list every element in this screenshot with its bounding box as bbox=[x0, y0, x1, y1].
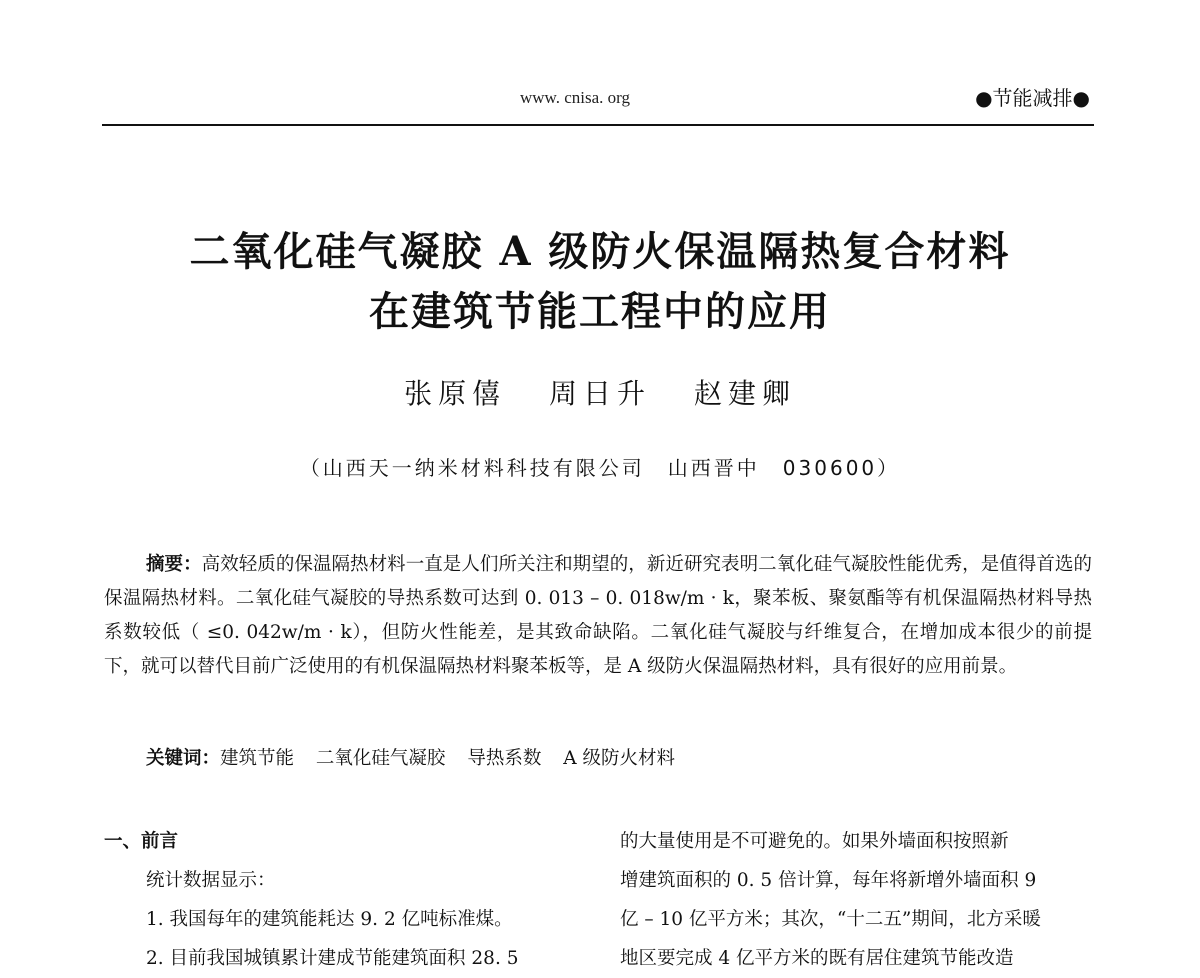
abstract-label: 摘要： bbox=[146, 554, 202, 575]
section-heading: 一、前言 bbox=[104, 831, 179, 852]
header-section-label: ●节能减排● bbox=[975, 86, 1090, 110]
list-item: 1. 我国每年的建筑能耗达 9. 2 亿吨标准煤。 bbox=[146, 909, 513, 930]
article-title-line2: 在建筑节能工程中的应用 bbox=[369, 288, 831, 335]
text-line: 增建筑面积的 0. 5 倍计算，每年将新增外墙面积 9 bbox=[620, 870, 1037, 891]
list-item: 2. 目前我国城镇累计建成节能建筑面积 28. 5 bbox=[146, 948, 519, 969]
keyword: A 级防火材料 bbox=[563, 748, 675, 769]
abstract-text: 高效轻质的保温隔热材料一直是人们所关注和期望的，新近研究表明二氧化硅气凝胶性能优秀，是值得首选的保温隔热材料。二氧化硅气凝胶的导热系数可达到 0. 013 – 0. 018w/m · k，聚苯板、聚氨酯等有机保温隔热材料导热系数较低（ ≤0. 042w/m · k），但防火性能差，是其致命缺陷。二氧化硅气凝胶与纤维复合，在增加成本很少的前提下，就可以替代目前广泛使用的有机保温隔热材料聚苯板等，是 A 级防火保温隔热材料，具有很好的应用前景。 bbox=[104, 554, 1092, 677]
keywords-label: 关键词： bbox=[146, 748, 221, 769]
article-title-line1: 二氧化硅气凝胶 A 级防火保温隔热复合材料 bbox=[189, 228, 1011, 275]
body-left-column bbox=[104, 822, 584, 978]
affiliation: （山西天一纳米材料科技有限公司 山西晋中 030600） bbox=[299, 456, 901, 480]
paragraph: 统计数据显示： bbox=[146, 870, 276, 891]
header-url: www. cnisa. org bbox=[520, 88, 631, 107]
text-line: 亿 – 10 亿平方米；其次，“十二五”期间，北方采暖 bbox=[620, 909, 1041, 930]
text-line: 地区要完成 4 亿平方米的既有居住建筑节能改造 bbox=[620, 948, 1014, 969]
header-rule bbox=[102, 124, 1094, 126]
body-right-column bbox=[620, 822, 1094, 978]
author-list bbox=[0, 372, 1200, 412]
keyword: 导热系数 bbox=[467, 748, 542, 769]
author-name: 张原僖 bbox=[404, 377, 507, 410]
keyword: 二氧化硅气凝胶 bbox=[315, 748, 446, 769]
keyword: 建筑节能 bbox=[220, 748, 295, 769]
abstract bbox=[104, 548, 1092, 684]
author-name: 赵建卿 bbox=[693, 377, 796, 410]
keywords bbox=[146, 742, 691, 776]
text-line: 的大量使用是不可避免的。如果外墙面积按照新 bbox=[620, 831, 1009, 852]
author-name: 周日升 bbox=[548, 377, 651, 410]
